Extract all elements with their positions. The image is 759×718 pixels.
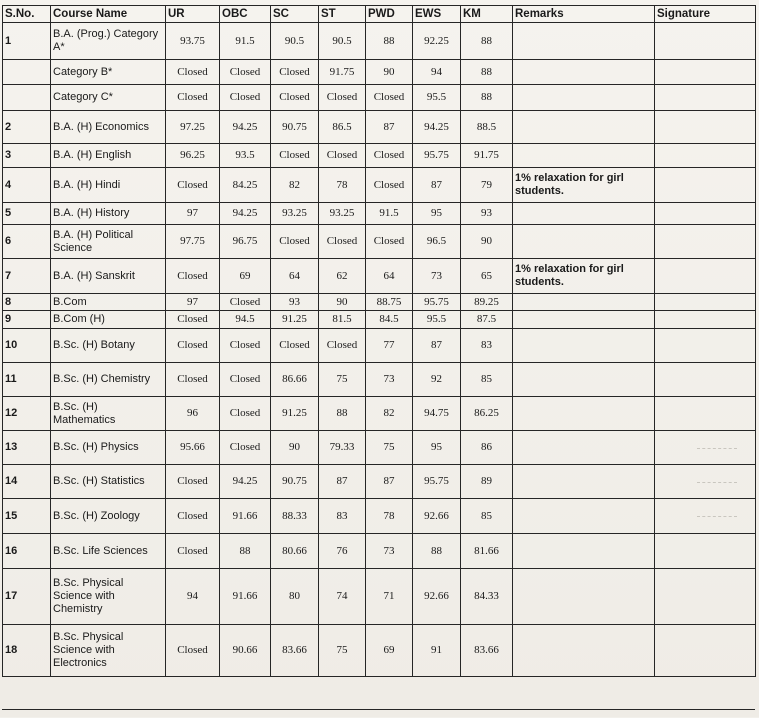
cell-sno: 16 <box>3 534 51 569</box>
signature-cell <box>655 363 756 397</box>
cell-pwd: Closed <box>366 225 413 259</box>
table-row <box>3 499 756 534</box>
table-row <box>3 431 756 465</box>
cell-st: Closed <box>319 329 366 363</box>
cell-course: B.Com <box>51 294 166 311</box>
cell-sc: 93.25 <box>271 203 319 225</box>
cell-ur: 95.66 <box>166 431 220 465</box>
signature-cell <box>655 397 756 431</box>
table-row <box>3 465 756 499</box>
cell-pwd: 82 <box>366 397 413 431</box>
cell-sno: 13 <box>3 431 51 465</box>
cell-sno: 8 <box>3 294 51 311</box>
table-row <box>3 60 756 85</box>
cell-km: 89.25 <box>461 294 513 311</box>
cell-pwd: 91.5 <box>366 203 413 225</box>
signature-cell <box>655 168 756 203</box>
cell-obc: Closed <box>220 85 271 111</box>
cell-sno: 18 <box>3 625 51 677</box>
signature-cell <box>655 625 756 677</box>
signature-cell <box>655 23 756 60</box>
cell-st: 79.33 <box>319 431 366 465</box>
cell-km: 65 <box>461 259 513 294</box>
header-sno: S.No. <box>3 6 51 23</box>
cell-obc: 91.66 <box>220 569 271 625</box>
cell-pwd: 69 <box>366 625 413 677</box>
table-row <box>3 329 756 363</box>
table-row <box>3 569 756 625</box>
header-st: ST <box>319 6 366 23</box>
cell-ur: 94 <box>166 569 220 625</box>
table-row <box>3 111 756 144</box>
cell-sno: 1 <box>3 23 51 60</box>
cell-st: 86.5 <box>319 111 366 144</box>
signature-cell <box>655 294 756 311</box>
cell-sno <box>3 60 51 85</box>
table-row <box>3 534 756 569</box>
cell-remarks <box>513 397 655 431</box>
cell-course: B.A. (H) Hindi <box>51 168 166 203</box>
cell-ur: Closed <box>166 60 220 85</box>
cell-ews: 94.25 <box>413 111 461 144</box>
cell-km: 93 <box>461 203 513 225</box>
cell-pwd: Closed <box>366 144 413 168</box>
cell-pwd: 87 <box>366 465 413 499</box>
cell-obc: Closed <box>220 60 271 85</box>
cell-ur: Closed <box>166 259 220 294</box>
cell-ews: 95.75 <box>413 294 461 311</box>
cell-sno: 10 <box>3 329 51 363</box>
cell-course: B.Sc. (H) Zoology <box>51 499 166 534</box>
cell-sno: 4 <box>3 168 51 203</box>
cell-course: Category C* <box>51 85 166 111</box>
signature-cell <box>655 499 756 534</box>
signature-cell <box>655 259 756 294</box>
cell-km: 83 <box>461 329 513 363</box>
cell-st: 90.5 <box>319 23 366 60</box>
cell-ews: 95.5 <box>413 311 461 329</box>
cell-ur: Closed <box>166 465 220 499</box>
cell-course: B.A. (H) English <box>51 144 166 168</box>
cell-st: 88 <box>319 397 366 431</box>
signature-cell <box>655 534 756 569</box>
cell-obc: 94.5 <box>220 311 271 329</box>
cell-km: 88 <box>461 60 513 85</box>
cell-sc: 90.5 <box>271 23 319 60</box>
cell-st: 75 <box>319 625 366 677</box>
cell-km: 90 <box>461 225 513 259</box>
cell-remarks <box>513 534 655 569</box>
cell-ews: 88 <box>413 534 461 569</box>
header-sc: SC <box>271 6 319 23</box>
cell-course: B.Sc. (H) Chemistry <box>51 363 166 397</box>
cell-st: 75 <box>319 363 366 397</box>
cell-km: 85 <box>461 363 513 397</box>
table-row <box>3 144 756 168</box>
cell-course: B.Com (H) <box>51 311 166 329</box>
cell-sno: 6 <box>3 225 51 259</box>
cell-course: B.Sc. (H) Physics <box>51 431 166 465</box>
cell-km: 91.75 <box>461 144 513 168</box>
header-pwd: PWD <box>366 6 413 23</box>
cell-ur: 97 <box>166 203 220 225</box>
signature-cell <box>655 144 756 168</box>
table-row <box>3 23 756 60</box>
cell-course: B.A. (Prog.) Category A* <box>51 23 166 60</box>
cell-remarks <box>513 60 655 85</box>
cell-sc: 86.66 <box>271 363 319 397</box>
cell-ur: 96 <box>166 397 220 431</box>
cell-ur: Closed <box>166 329 220 363</box>
cell-pwd: Closed <box>366 168 413 203</box>
header-remarks: Remarks <box>513 6 655 23</box>
cell-sc: 93 <box>271 294 319 311</box>
cell-st: 74 <box>319 569 366 625</box>
cell-obc: 91.5 <box>220 23 271 60</box>
signature-cell <box>655 225 756 259</box>
cell-ews: 95.75 <box>413 465 461 499</box>
signature-cell <box>655 111 756 144</box>
cell-sc: 83.66 <box>271 625 319 677</box>
cell-ews: 92.25 <box>413 23 461 60</box>
table-row <box>3 85 756 111</box>
cell-obc: Closed <box>220 397 271 431</box>
cell-pwd: 88.75 <box>366 294 413 311</box>
cell-km: 81.66 <box>461 534 513 569</box>
cell-st: 91.75 <box>319 60 366 85</box>
cell-course: B.Sc. Physical Science with Electronics <box>51 625 166 677</box>
cell-obc: 69 <box>220 259 271 294</box>
cell-st: Closed <box>319 225 366 259</box>
cell-ews: 96.5 <box>413 225 461 259</box>
cell-sno: 17 <box>3 569 51 625</box>
cell-obc: 94.25 <box>220 465 271 499</box>
cell-st: 87 <box>319 465 366 499</box>
cell-remarks <box>513 569 655 625</box>
cell-ur: Closed <box>166 534 220 569</box>
cell-obc: 88 <box>220 534 271 569</box>
cell-sc: Closed <box>271 329 319 363</box>
cell-obc: Closed <box>220 363 271 397</box>
cell-remarks: 1% relaxation for girl students. <box>513 259 655 294</box>
cell-km: 88 <box>461 85 513 111</box>
cell-st: Closed <box>319 85 366 111</box>
cell-remarks <box>513 625 655 677</box>
table-body <box>3 23 756 677</box>
table-row <box>3 311 756 329</box>
cell-ur: 93.75 <box>166 23 220 60</box>
cell-obc: 93.5 <box>220 144 271 168</box>
cell-sc: Closed <box>271 225 319 259</box>
cell-ur: Closed <box>166 499 220 534</box>
cell-pwd: Closed <box>366 85 413 111</box>
cell-sno: 9 <box>3 311 51 329</box>
cell-ews: 95 <box>413 203 461 225</box>
cell-km: 83.66 <box>461 625 513 677</box>
cell-pwd: 71 <box>366 569 413 625</box>
cell-ews: 95.75 <box>413 144 461 168</box>
cell-sc: 80 <box>271 569 319 625</box>
table-row <box>3 203 756 225</box>
cell-sno: 12 <box>3 397 51 431</box>
cell-obc: 94.25 <box>220 203 271 225</box>
signature-cell <box>655 431 756 465</box>
cell-ews: 92.66 <box>413 569 461 625</box>
cell-km: 88 <box>461 23 513 60</box>
cell-ur: 97 <box>166 294 220 311</box>
cell-km: 84.33 <box>461 569 513 625</box>
cell-st: 83 <box>319 499 366 534</box>
cell-ews: 87 <box>413 329 461 363</box>
cell-course: B.Sc. (H) Botany <box>51 329 166 363</box>
cell-remarks <box>513 499 655 534</box>
cell-ews: 94 <box>413 60 461 85</box>
cell-ews: 91 <box>413 625 461 677</box>
table-row <box>3 225 756 259</box>
signature-cell <box>655 203 756 225</box>
cell-pwd: 90 <box>366 60 413 85</box>
cell-km: 87.5 <box>461 311 513 329</box>
cell-pwd: 88 <box>366 23 413 60</box>
cell-st: 90 <box>319 294 366 311</box>
table-row <box>3 294 756 311</box>
cell-sc: 90.75 <box>271 465 319 499</box>
cell-pwd: 75 <box>366 431 413 465</box>
signature-cell <box>655 569 756 625</box>
cell-remarks <box>513 23 655 60</box>
cell-course: B.Sc. (H) Mathematics <box>51 397 166 431</box>
cell-ur: 97.75 <box>166 225 220 259</box>
cell-sc: Closed <box>271 85 319 111</box>
signature-cell <box>655 60 756 85</box>
cell-remarks <box>513 363 655 397</box>
cell-remarks: 1% relaxation for girl students. <box>513 168 655 203</box>
cell-km: 88.5 <box>461 111 513 144</box>
cell-km: 79 <box>461 168 513 203</box>
cell-obc: 90.66 <box>220 625 271 677</box>
signature-line <box>697 481 737 483</box>
cell-sno: 14 <box>3 465 51 499</box>
table-row <box>3 625 756 677</box>
cell-pwd: 73 <box>366 363 413 397</box>
table-row <box>3 397 756 431</box>
signature-cell <box>655 311 756 329</box>
cell-obc: 91.66 <box>220 499 271 534</box>
cell-pwd: 87 <box>366 111 413 144</box>
cell-st: 78 <box>319 168 366 203</box>
cell-ews: 95.5 <box>413 85 461 111</box>
cell-km: 89 <box>461 465 513 499</box>
cell-ews: 73 <box>413 259 461 294</box>
cell-sc: 91.25 <box>271 311 319 329</box>
cell-ews: 92.66 <box>413 499 461 534</box>
cell-remarks <box>513 144 655 168</box>
cell-st: 76 <box>319 534 366 569</box>
cell-km: 86.25 <box>461 397 513 431</box>
cell-obc: 84.25 <box>220 168 271 203</box>
cell-sno: 3 <box>3 144 51 168</box>
cell-remarks <box>513 294 655 311</box>
cutoff-table <box>2 5 756 677</box>
cell-remarks <box>513 329 655 363</box>
cell-obc: 94.25 <box>220 111 271 144</box>
cell-pwd: 78 <box>366 499 413 534</box>
header-row <box>3 6 756 23</box>
table-row <box>3 168 756 203</box>
cell-ur: Closed <box>166 85 220 111</box>
cell-sno: 15 <box>3 499 51 534</box>
header-ur: UR <box>166 6 220 23</box>
cell-sc: 64 <box>271 259 319 294</box>
signature-cell <box>655 85 756 111</box>
cell-remarks <box>513 311 655 329</box>
signature-line <box>697 447 737 449</box>
cell-st: 62 <box>319 259 366 294</box>
cell-sno <box>3 85 51 111</box>
header-course: Course Name <box>51 6 166 23</box>
cell-sc: 80.66 <box>271 534 319 569</box>
cell-sno: 7 <box>3 259 51 294</box>
cell-sc: 82 <box>271 168 319 203</box>
cell-sc: 90.75 <box>271 111 319 144</box>
cell-pwd: 77 <box>366 329 413 363</box>
cell-course: B.A. (H) Economics <box>51 111 166 144</box>
cell-remarks <box>513 111 655 144</box>
cell-remarks <box>513 85 655 111</box>
cell-course: B.Sc. Life Sciences <box>51 534 166 569</box>
cell-ur: Closed <box>166 311 220 329</box>
cell-sc: Closed <box>271 60 319 85</box>
cell-remarks <box>513 225 655 259</box>
cell-st: 93.25 <box>319 203 366 225</box>
cell-ur: 96.25 <box>166 144 220 168</box>
header-ews: EWS <box>413 6 461 23</box>
cell-obc: Closed <box>220 329 271 363</box>
cell-st: 81.5 <box>319 311 366 329</box>
signature-line <box>697 515 737 517</box>
cell-ur: 97.25 <box>166 111 220 144</box>
cell-sno: 5 <box>3 203 51 225</box>
cell-km: 85 <box>461 499 513 534</box>
cell-sc: 90 <box>271 431 319 465</box>
cell-obc: Closed <box>220 294 271 311</box>
cell-pwd: 84.5 <box>366 311 413 329</box>
cell-remarks <box>513 203 655 225</box>
cell-pwd: 64 <box>366 259 413 294</box>
cell-ews: 92 <box>413 363 461 397</box>
header-obc: OBC <box>220 6 271 23</box>
table-row <box>3 363 756 397</box>
cell-ur: Closed <box>166 168 220 203</box>
signature-cell <box>655 465 756 499</box>
cell-sc: 91.25 <box>271 397 319 431</box>
cell-ews: 94.75 <box>413 397 461 431</box>
cell-course: B.Sc. (H) Statistics <box>51 465 166 499</box>
cell-course: B.Sc. Physical Science with Chemistry <box>51 569 166 625</box>
cell-km: 86 <box>461 431 513 465</box>
cell-sno: 2 <box>3 111 51 144</box>
cell-remarks <box>513 431 655 465</box>
cell-pwd: 73 <box>366 534 413 569</box>
cell-ews: 87 <box>413 168 461 203</box>
cell-course: B.A. (H) Political Science <box>51 225 166 259</box>
cell-remarks <box>513 465 655 499</box>
cell-ur: Closed <box>166 625 220 677</box>
cell-ews: 95 <box>413 431 461 465</box>
cell-obc: 96.75 <box>220 225 271 259</box>
cell-sc: Closed <box>271 144 319 168</box>
cell-course: B.A. (H) Sanskrit <box>51 259 166 294</box>
cell-ur: Closed <box>166 363 220 397</box>
cell-sc: 88.33 <box>271 499 319 534</box>
cell-course: B.A. (H) History <box>51 203 166 225</box>
cell-sno: 11 <box>3 363 51 397</box>
signature-cell <box>655 329 756 363</box>
cell-st: Closed <box>319 144 366 168</box>
cell-obc: Closed <box>220 431 271 465</box>
header-km: KM <box>461 6 513 23</box>
cell-course: Category B* <box>51 60 166 85</box>
header-signature: Signature <box>655 6 756 23</box>
table-row <box>3 259 756 294</box>
